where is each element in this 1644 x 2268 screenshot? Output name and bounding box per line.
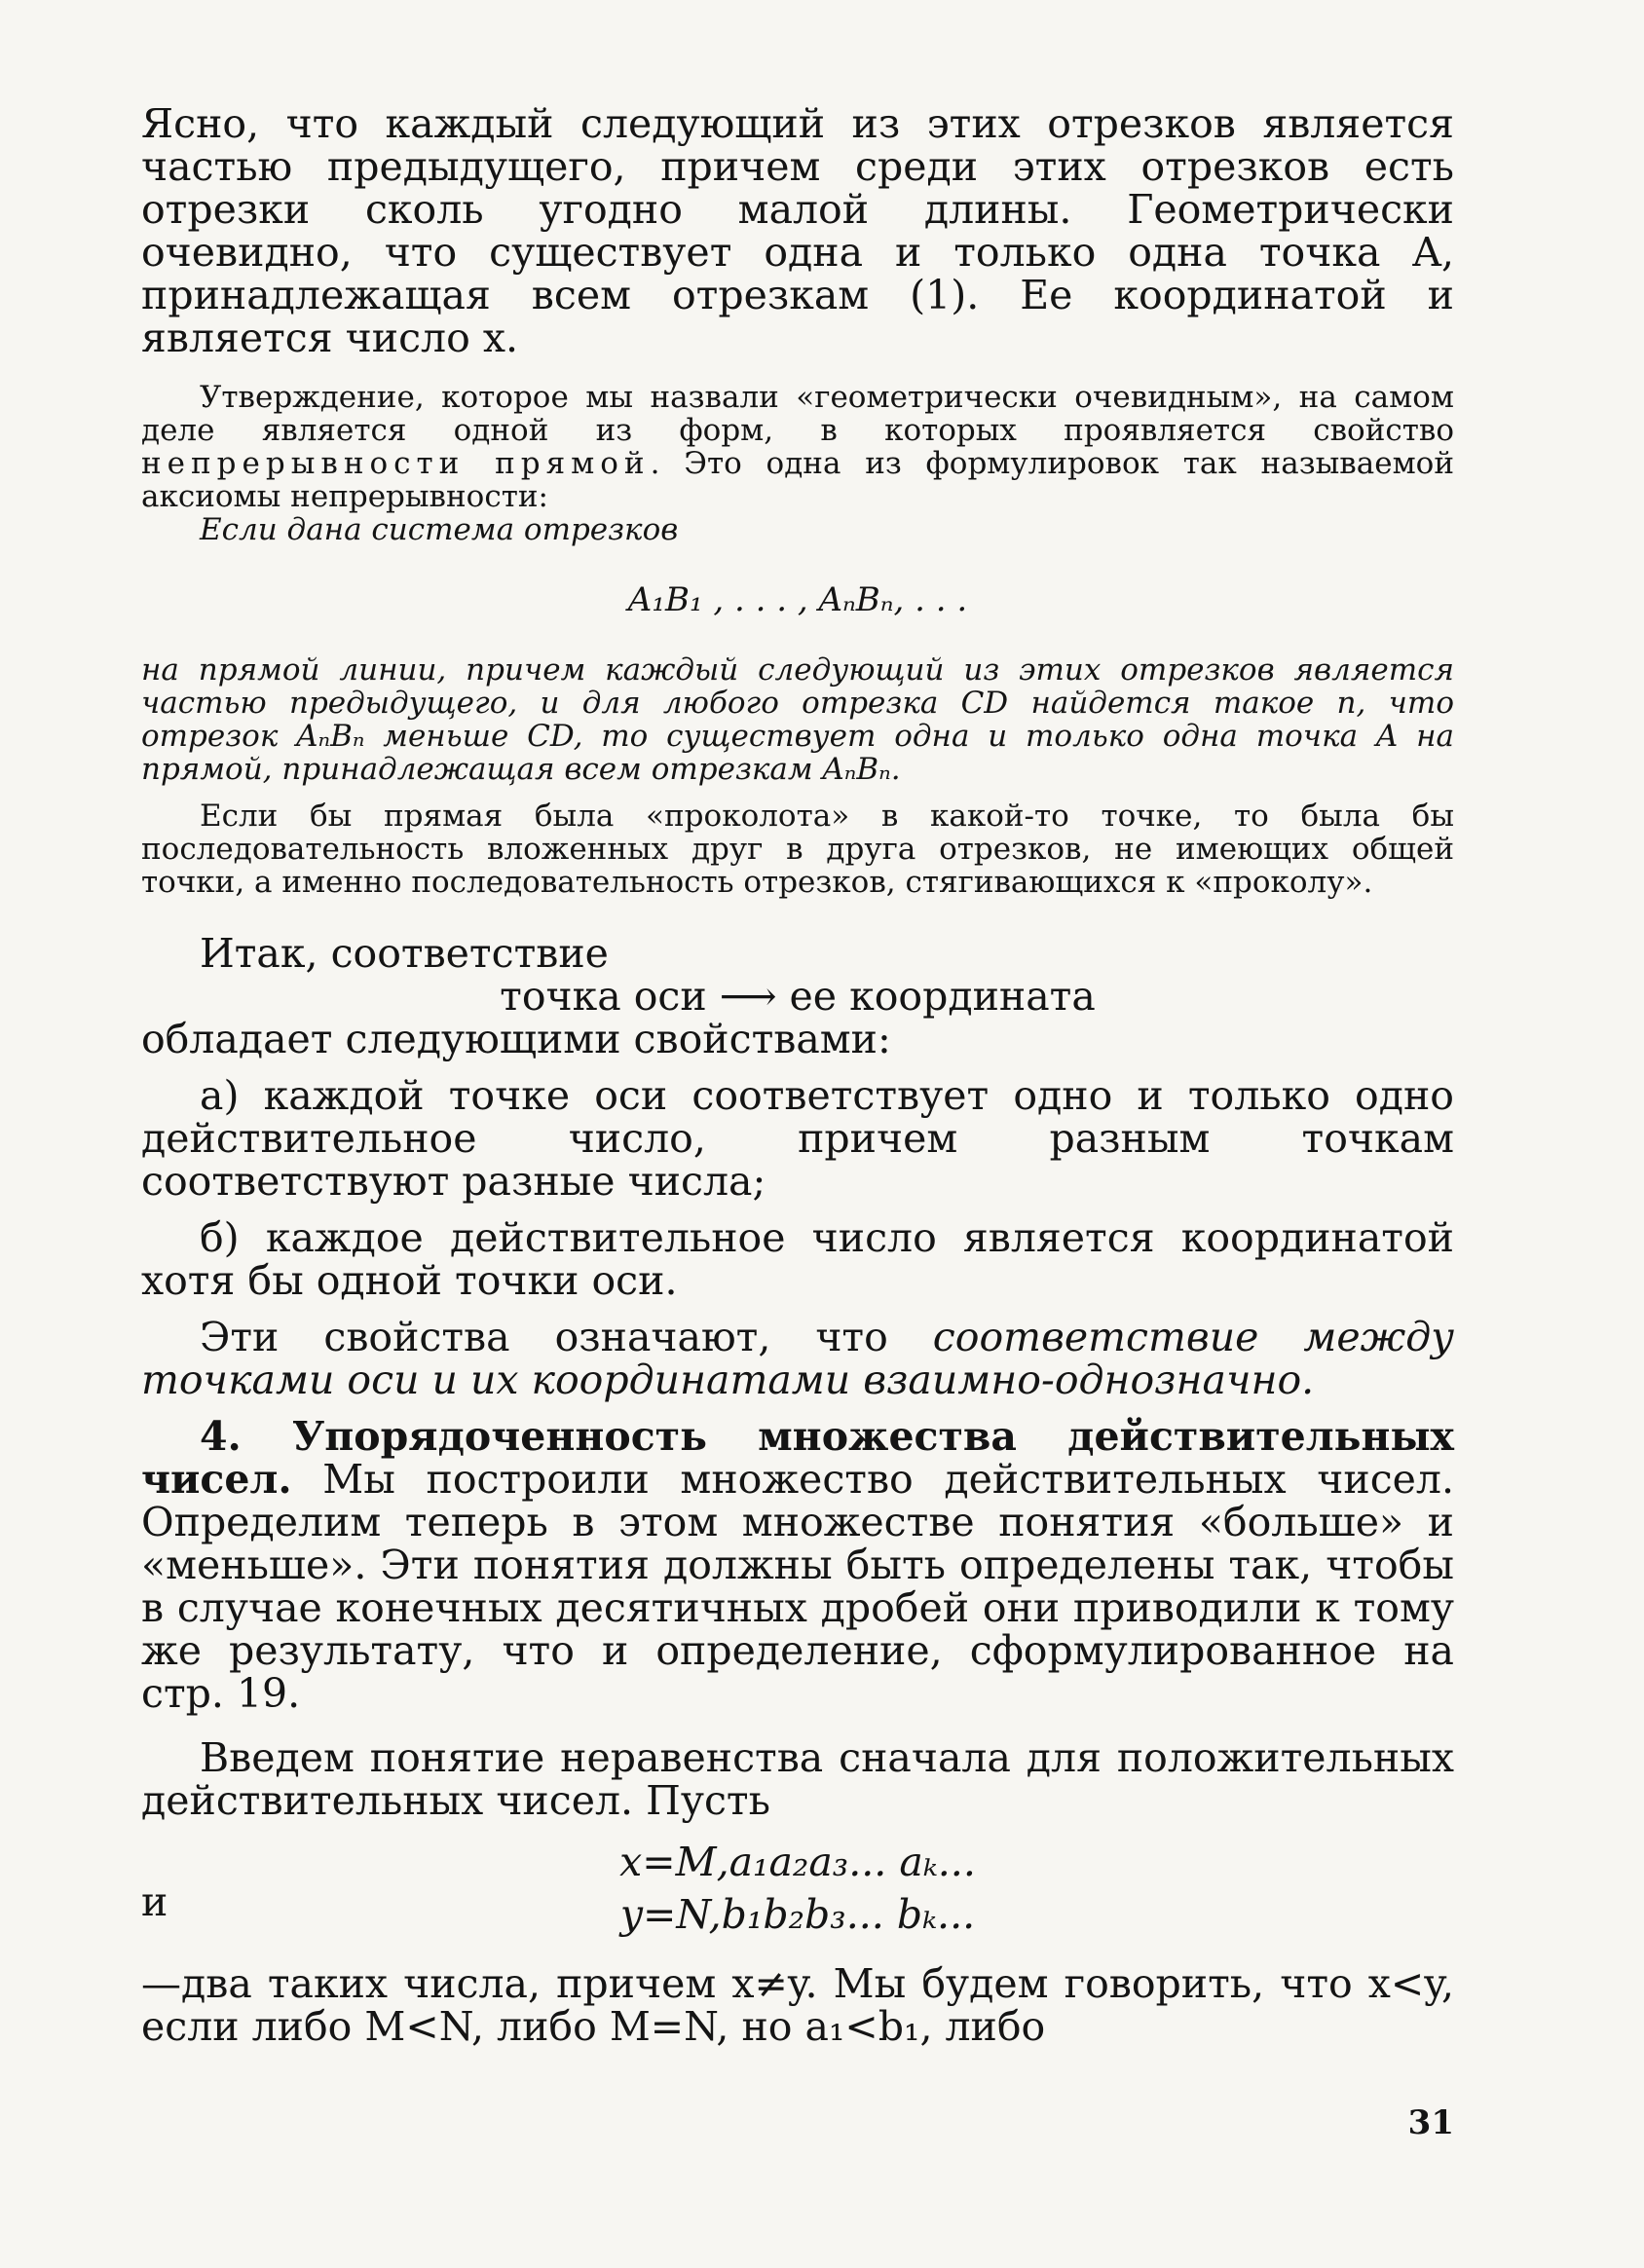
conclusion (141, 1316, 1454, 1401)
conclusion-text: Эти свойства означают, что (200, 1314, 933, 1360)
correspondence-intro: Итак, соответствие (200, 930, 609, 977)
section-heading: 4. Упорядоченность множества действительных чисел. (141, 1413, 1454, 1503)
page-number: 31 (1407, 2103, 1454, 2142)
correspondence-mapping: точка оси ⟶ ее координата (500, 973, 1096, 1020)
inequality-intro: Введем понятие неравенства сначала для положительных действительных чисел. Пусть (141, 1734, 1454, 1824)
and-word: и (141, 1878, 168, 1925)
axiom-start: Если дана система отрезков (200, 512, 679, 547)
axiom-body: на прямой линии, причем каждый следующий из этих отрезков является частью предыдущего, и для любого отрезка CD найдется такое n, что отрезок AₙBₙ меньше CD, то существует одна и только одна точка A на прямой, принадлежащая всем отрезкам AₙBₙ. (141, 652, 1454, 787)
paragraph-continuation: Ясно, что каждый следующий из этих отрезков является частью предыдущего, причем среди этих отрезков есть отрезки сколь угодно малой длины. Геометрически очевидно, что существует одна и только одна точка A, принадлежащая всем отрезкам (1). Ее координатой и является число x. (141, 100, 1454, 361)
section-paragraph (141, 1415, 1454, 1715)
note-intro-term: непрерывности прямой (141, 446, 651, 481)
formula-x: x=M,a₁a₂a₃... aₖ... (619, 1839, 976, 1885)
conclusion-italic: соответствие между точками оси и их координатами взаимно-однозначно. (141, 1314, 1454, 1403)
property-b: б) каждое действительное число является координатой хотя бы одной точки оси. (141, 1214, 1454, 1304)
definition-tail: —два таких числа, причем x≠y. Мы будем говорить, что x<y, если либо M<N, либо M=N, но a₁<b₁, либо (141, 1960, 1454, 2050)
formula-y: y=N,b₁b₂b₃... bₖ... (619, 1891, 976, 1938)
note-intro-tail: . Это одна из формулировок так называемой аксиомы непрерывности: (141, 446, 1455, 514)
section-body: Мы построили множество действительных чисел. Определим теперь в этом множестве понятия «больше» и «меньше». Эти понятия должны быть определены так, чтобы в случае конечных десятичных дробей они приводили к тому же результату, что и определение, сформулированное на стр. 19. (141, 1456, 1454, 1717)
page-body (141, 102, 1454, 2048)
note-intro (141, 381, 1454, 513)
formula-block (141, 1836, 1454, 1941)
property-a: а) каждой точке оси соответствует одно и только одно действительное число, причем разным точкам соответствуют разные числа; (141, 1072, 1454, 1205)
pierced-note: Если бы прямая была «проколота» в какой-то точке, то была бы последовательность вложенных друг в друга отрезков, не имеющих общей точки, а именно последовательность отрезков, стягивающихся к «проколу». (141, 799, 1454, 900)
axiom-formula: A₁B₁ , . . . , AₙBₙ, . . . (627, 580, 968, 619)
correspondence-props-intro: обладает следующими свойствами: (141, 1016, 891, 1062)
note-intro-text: Утверждение, которое мы назвали «геометрически очевидным», на самом деле является одной из форм, в которых проявляется свойство (141, 380, 1454, 448)
